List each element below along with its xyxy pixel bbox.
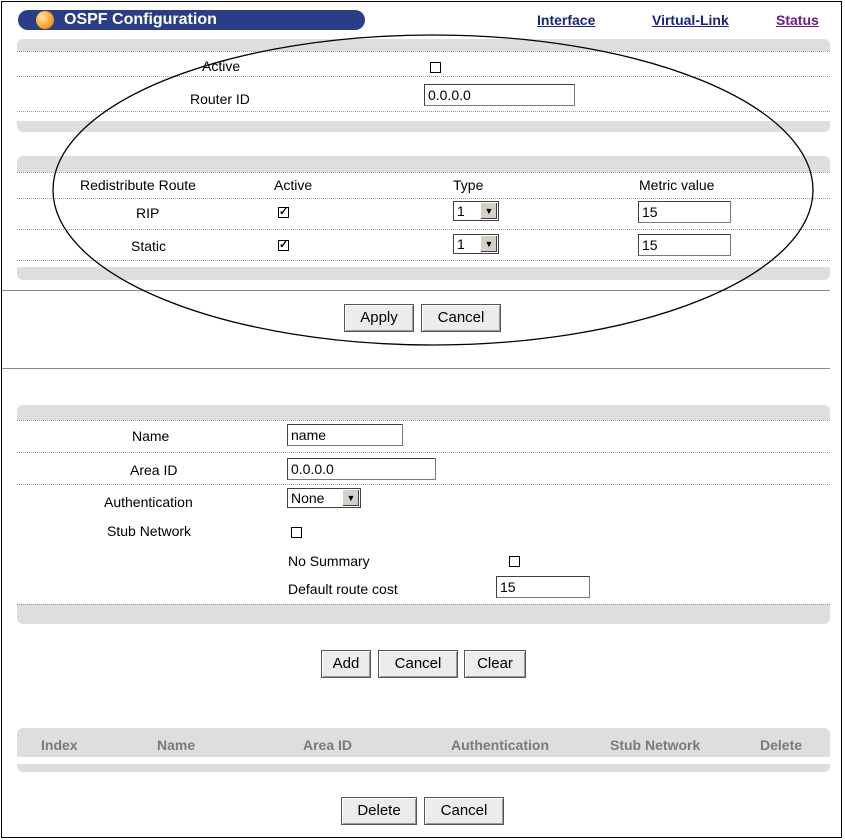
name-input[interactable] bbox=[287, 424, 403, 446]
area-cancel-button[interactable]: Cancel bbox=[378, 650, 458, 678]
stub-network-checkbox[interactable] bbox=[291, 527, 302, 538]
authentication-select[interactable]: None ▼ bbox=[287, 488, 361, 508]
rip-label: RIP bbox=[136, 205, 160, 221]
default-route-cost-label: Default route cost bbox=[288, 581, 398, 597]
apply-button[interactable]: Apply bbox=[344, 304, 414, 332]
active-label: Active bbox=[202, 58, 241, 74]
th-authentication: Authentication bbox=[451, 737, 549, 753]
area-id-label: Area ID bbox=[130, 462, 178, 478]
th-index: Index bbox=[41, 737, 78, 753]
th-area-id: Area ID bbox=[303, 737, 353, 753]
stub-network-label: Stub Network bbox=[107, 523, 192, 539]
area-id-input[interactable] bbox=[287, 458, 436, 480]
interface-link[interactable]: Interface bbox=[537, 12, 596, 28]
page-title: OSPF Configuration bbox=[64, 11, 217, 28]
static-active-checkbox[interactable]: ✓ bbox=[279, 239, 289, 251]
no-summary-checkbox[interactable] bbox=[509, 556, 520, 567]
no-summary-label: No Summary bbox=[288, 553, 370, 569]
authentication-label: Authentication bbox=[104, 494, 193, 510]
virtual-link-link[interactable]: Virtual-Link bbox=[652, 12, 729, 28]
static-label: Static bbox=[131, 238, 167, 254]
th-delete: Delete bbox=[760, 737, 803, 753]
delete-button[interactable]: Delete bbox=[341, 797, 417, 825]
status-link[interactable]: Status bbox=[776, 12, 819, 28]
col-active: Active bbox=[274, 177, 313, 193]
th-name: Name bbox=[157, 737, 196, 753]
static-type-select[interactable]: 1 ▼ bbox=[453, 234, 499, 254]
default-route-cost-input[interactable] bbox=[496, 576, 590, 598]
chevron-down-icon: ▼ bbox=[480, 203, 497, 219]
area-table-panel bbox=[17, 728, 830, 772]
chevron-down-icon: ▼ bbox=[342, 490, 359, 506]
chevron-down-icon: ▼ bbox=[480, 236, 497, 252]
col-redistribute-route: Redistribute Route bbox=[80, 177, 196, 193]
add-button[interactable]: Add bbox=[321, 650, 371, 678]
table-cancel-button[interactable]: Cancel bbox=[424, 797, 504, 825]
cancel-button[interactable]: Cancel bbox=[421, 304, 501, 332]
name-label: Name bbox=[132, 428, 170, 444]
th-stub-network: Stub Network bbox=[610, 737, 701, 753]
rip-active-checkbox[interactable]: ✓ bbox=[279, 206, 289, 218]
router-id-label: Router ID bbox=[190, 91, 250, 107]
clear-button[interactable]: Clear bbox=[464, 650, 526, 678]
col-metric-value: Metric value bbox=[639, 177, 715, 193]
col-type: Type bbox=[453, 177, 484, 193]
rip-type-select[interactable]: 1 ▼ bbox=[453, 201, 499, 221]
